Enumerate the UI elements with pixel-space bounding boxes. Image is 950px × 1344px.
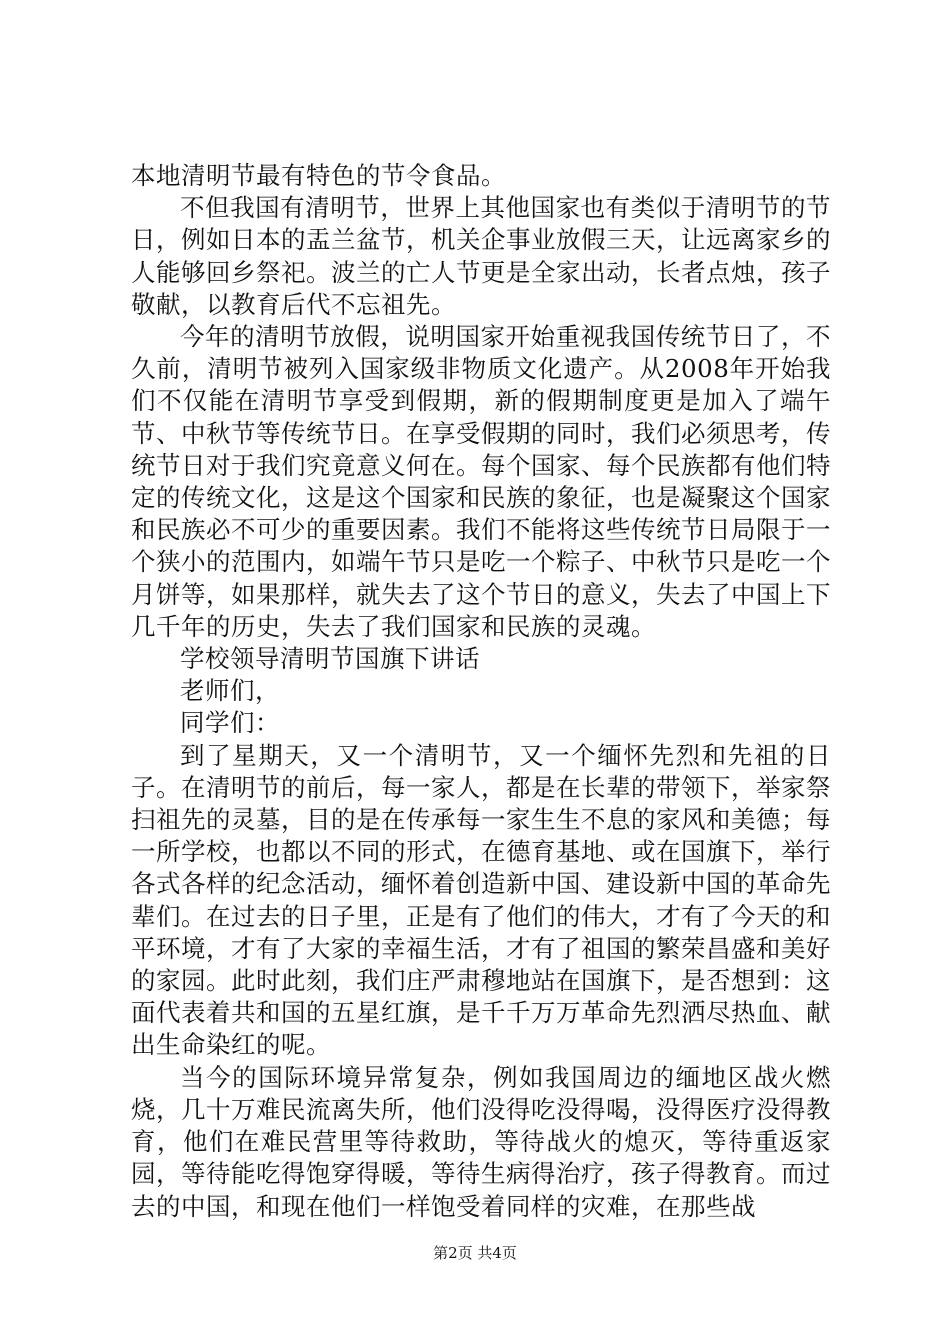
document-body — [131, 160, 831, 1223]
paragraph-international: 当今的国际环境异常复杂，例如我国周边的缅地区战火燃烧，几十万难民流离失所，他们没得吃没得喝，没得医疗没得教育，他们在难民营里等待救助，等待战火的熄灭，等待重返家园，等待能吃得饱穿得暖，等待生病得治疗，孩子得教育。而过去的中国，和现在他们一样饱受着同样的灾难，在那些战 — [131, 1062, 831, 1221]
salutation-teachers: 老师们， — [180, 676, 280, 706]
speech-title: 学校领导清明节国旗下讲话 — [180, 644, 480, 674]
paragraph-holiday-significance: 今年的清明节放假，说明国家开始重视我国传统节日了，不久前，清明节被列入国家级非物质文化遗产。从2008年开始我们不仅能在清明节享受到假期，新的假期制度更是加入了端午节、中秋节等传统节日。在享受假期的同时，我们必须思考，传统节日对于我们究竟意义何在。每个国家、每个民族都有他们特定的传统文化，这是这个国家和民族的象征，也是凝聚这个国家和民族必不可少的重要因素。我们不能将这些传统节日局限于一个狭小的范围内，如端午节只是吃一个粽子、中秋节只是吃一个月饼等，如果那样，就失去了这个节日的意义，失去了中国上下几千年的历史，失去了我们国家和民族的灵魂。 — [131, 322, 831, 641]
page-number-footer: 第2页 共4页 — [433, 1244, 517, 1262]
paragraph-foreign-festivals: 不但我国有清明节，世界上其他国家也有类似于清明节的节日，例如日本的盂兰盆节，机关企事业放假三天，让远离家乡的人能够回乡祭祀。波兰的亡人节更是全家出动，长者点烛，孩子敬献，以教育后代不忘祖先。 — [131, 193, 831, 319]
salutation-students: 同学们： — [180, 708, 280, 738]
paragraph-continuation: 本地清明节最有特色的节令食品。 — [131, 161, 506, 190]
paragraph-commemoration: 到了星期天，又一个清明节，又一个缅怀先烈和先祖的日子。在清明节的前后，每一家人，都是在长辈的带领下，举家祭扫祖先的灵墓，目的是在传承每一家生生不息的家风和美德；每一所学校，也都以不同的形式，在德育基地、或在国旗下，举行各式各样的纪念活动，缅怀着创造新中国、建设新中国的革命先辈们。在过去的日子里，正是有了他们的伟大，才有了今天的和平环境，才有了大家的幸福生活，才有了祖国的繁荣昌盛和美好的家园。此时此刻，我们庄严肃穆地站在国旗下，是否想到：这面代表着共和国的五星红旗，是千千万万革命先烈洒尽热血、献出生命染红的呢。 — [131, 740, 831, 1060]
